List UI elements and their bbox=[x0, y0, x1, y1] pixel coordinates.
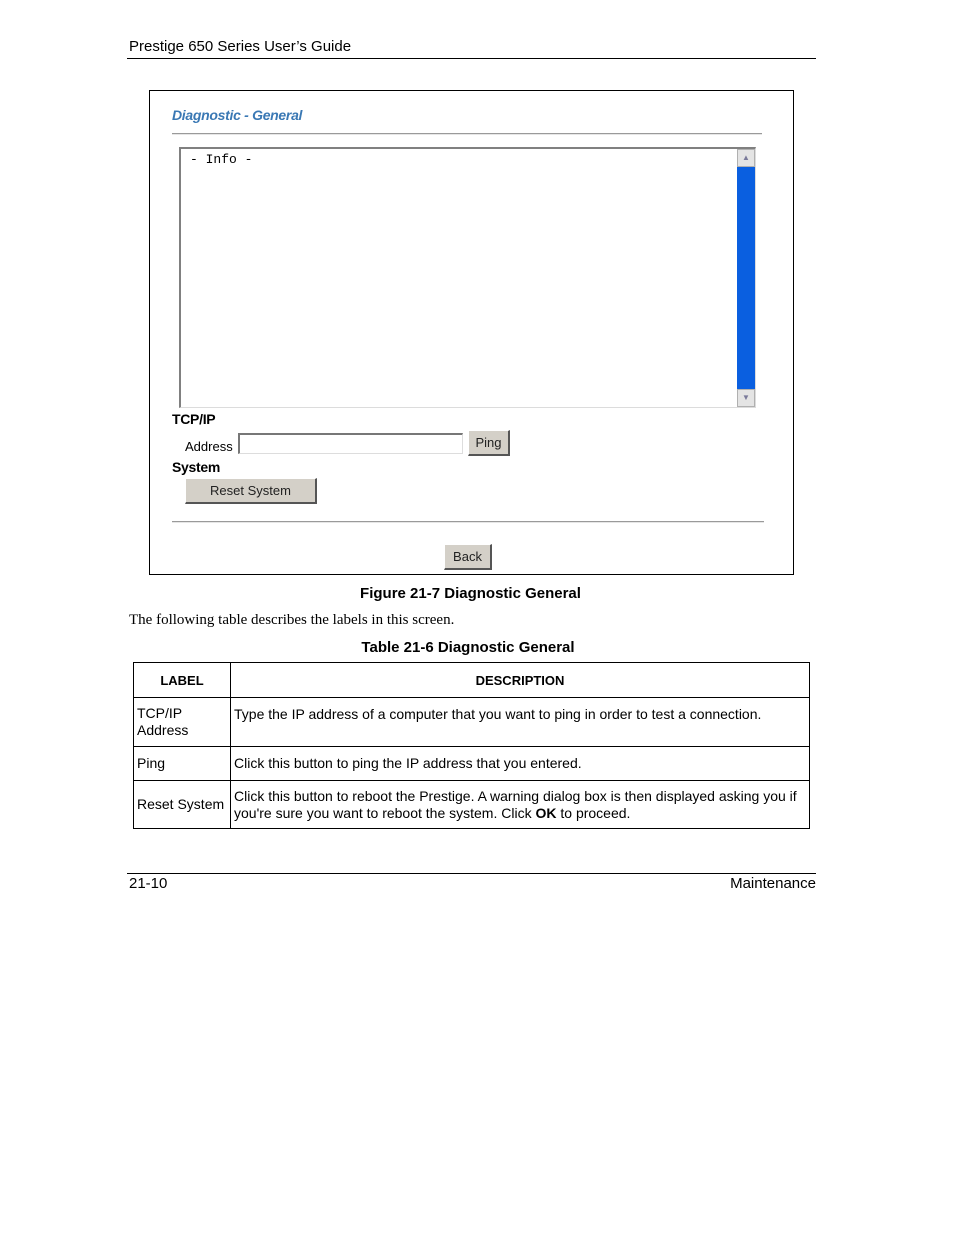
address-input[interactable] bbox=[238, 433, 463, 454]
row-label bbox=[134, 698, 231, 747]
bottom-rule bbox=[172, 521, 764, 523]
info-textarea[interactable] bbox=[179, 147, 756, 408]
info-text: - Info - bbox=[190, 152, 253, 167]
description-column-header: DESCRIPTION bbox=[231, 663, 810, 698]
header-rule bbox=[127, 58, 816, 59]
row-label: Ping bbox=[134, 747, 231, 781]
row-label: Reset System bbox=[134, 781, 231, 829]
scroll-down-arrow-icon[interactable]: ▼ bbox=[737, 389, 755, 407]
table-row bbox=[134, 747, 810, 781]
row-label-line: TCP/IP bbox=[137, 705, 183, 721]
row-description: Click this button to ping the IP address that you entered. bbox=[231, 747, 810, 781]
title-rule bbox=[172, 133, 762, 135]
label-column-header: LABEL bbox=[134, 663, 231, 698]
label-description-table bbox=[133, 662, 810, 829]
back-button[interactable]: Back bbox=[444, 544, 492, 570]
table-row bbox=[134, 781, 810, 829]
page-header-title: Prestige 650 Series User’s Guide bbox=[129, 38, 352, 55]
table-header-row bbox=[134, 663, 810, 698]
description-text: Click this button to reboot the Prestige. A warning dialog box is then displayed asking you if you're sure you want to reboot the system. Click bbox=[234, 787, 797, 821]
screen-title: Diagnostic - General bbox=[172, 107, 303, 123]
row-label-line: Address bbox=[137, 722, 189, 738]
tcpip-section-label: TCP/IP bbox=[172, 411, 216, 427]
ping-button[interactable]: Ping bbox=[468, 430, 510, 456]
footer-rule bbox=[127, 873, 816, 874]
row-description: Type the IP address of a computer that you want to ping in order to test a connection. bbox=[231, 698, 810, 747]
address-label: Address bbox=[185, 439, 233, 454]
system-section-label: System bbox=[172, 459, 221, 475]
ok-emphasis: OK bbox=[535, 804, 557, 821]
table-row bbox=[134, 698, 810, 747]
intro-paragraph: The following table describes the labels in this screen. bbox=[129, 612, 455, 628]
row-description bbox=[231, 781, 810, 829]
page-number: 21-10 bbox=[129, 875, 168, 892]
section-name: Maintenance bbox=[730, 875, 816, 892]
diagnostic-general-screen bbox=[149, 90, 794, 575]
table-caption: Table 21-6 Diagnostic General bbox=[361, 639, 575, 656]
info-scrollbar[interactable] bbox=[737, 149, 755, 407]
reset-system-button[interactable]: Reset System bbox=[185, 478, 317, 504]
description-text: to proceed. bbox=[556, 804, 631, 821]
scroll-up-arrow-icon[interactable]: ▲ bbox=[737, 149, 755, 167]
figure-caption: Figure 21-7 Diagnostic General bbox=[360, 585, 581, 602]
